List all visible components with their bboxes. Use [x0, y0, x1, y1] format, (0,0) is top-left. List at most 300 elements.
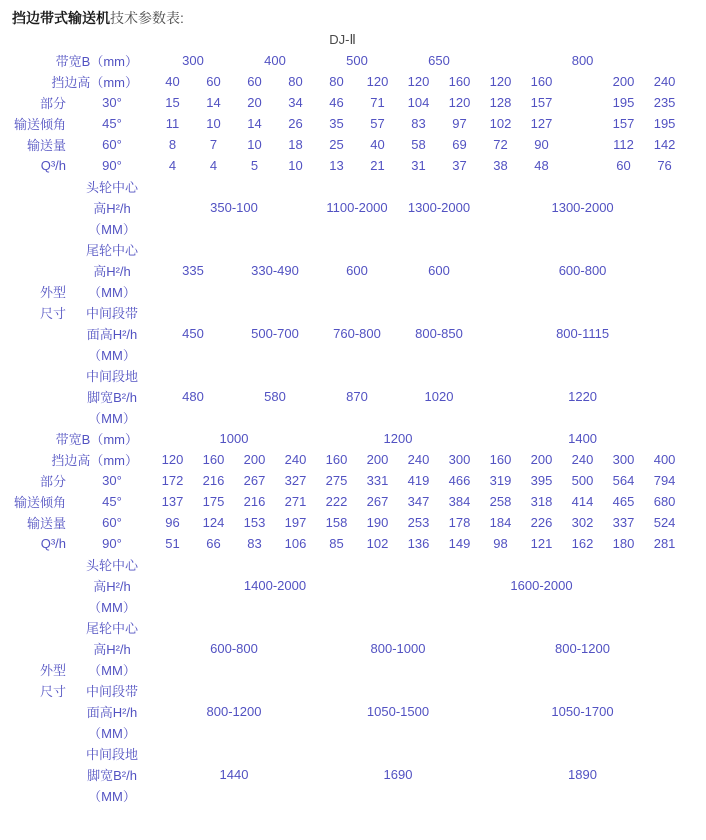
cell-value: 10: [288, 158, 303, 173]
cell-value: 800-1200: [555, 641, 610, 656]
table-row: [0, 533, 685, 554]
cell-value: 21: [370, 158, 385, 173]
cell-value: 83: [411, 116, 426, 131]
cell-value: 57: [370, 116, 385, 131]
row-label-unit: （MM）: [88, 600, 136, 615]
row-label-outline: 外型: [39, 663, 66, 678]
cell-value: 112: [613, 137, 634, 152]
cell-value: 106: [284, 536, 307, 551]
cell-value: 5: [250, 158, 259, 173]
cell-empty: [152, 743, 685, 764]
table-row: [0, 50, 685, 71]
cell-empty: [0, 554, 72, 575]
cell-value: 18: [288, 137, 303, 152]
cell-value: 38: [493, 158, 508, 173]
cell-value: 26: [288, 116, 303, 131]
bandwidth-header: 650: [428, 53, 450, 68]
table-row: [0, 785, 685, 806]
cell-empty: [0, 575, 72, 596]
row-label: Q³/h: [40, 158, 66, 173]
table-row: [0, 29, 685, 50]
row-label: 输送倾角: [13, 495, 66, 510]
cell-empty: [0, 701, 72, 722]
cell-value: 275: [325, 473, 348, 488]
cell-value: 500-700: [251, 326, 299, 341]
cell-empty: [0, 407, 72, 428]
row-label: 高H²/h: [93, 201, 131, 216]
cell-value: 395: [530, 473, 553, 488]
cell-value: 240: [284, 452, 307, 467]
row-label-head-pulley: 头轮中心: [85, 180, 138, 195]
angle-label: 60°: [102, 137, 122, 152]
page: [0, 10, 706, 806]
cell-value: 128: [489, 95, 512, 110]
row-label-unit: （MM）: [88, 789, 136, 804]
cell-empty: [0, 260, 72, 281]
cell-empty: [152, 575, 193, 596]
angle-label: 30°: [102, 95, 122, 110]
cell-value: 60: [247, 74, 262, 89]
table-row: [0, 281, 685, 302]
cell-empty: [0, 344, 72, 365]
cell-value: 98: [493, 536, 508, 551]
cell-value: 1400-2000: [243, 578, 307, 593]
row-label-unit: （MM）: [88, 222, 136, 237]
cell-value: 160: [325, 452, 348, 467]
cell-value: 37: [452, 158, 467, 173]
row-label: 面高H²/h: [86, 705, 138, 720]
cell-value: 104: [407, 95, 430, 110]
cell-value: 20: [247, 95, 262, 110]
table-row: [0, 134, 685, 155]
cell-value: 281: [653, 536, 676, 551]
cell-value: 157: [530, 95, 553, 110]
cell-value: 197: [284, 515, 307, 530]
cell-empty: [275, 764, 357, 785]
cell-empty: [562, 113, 603, 134]
cell-value: 1890: [568, 767, 597, 782]
table-row: [0, 302, 685, 323]
cell-value: 149: [448, 536, 471, 551]
row-label-mid-ground: 中间段地: [85, 369, 138, 384]
cell-empty: [152, 365, 685, 386]
table-row: [0, 764, 685, 785]
cell-value: 337: [612, 515, 635, 530]
bandwidth-header: 500: [346, 53, 368, 68]
row-label: 面高H²/h: [86, 327, 138, 342]
cell-empty: [0, 743, 72, 764]
cell-empty: [562, 71, 603, 92]
table-row: [0, 617, 685, 638]
cell-value: 40: [370, 137, 385, 152]
row-label-head-pulley: 头轮中心: [85, 558, 138, 573]
cell-value: 83: [247, 536, 262, 551]
cell-value: 71: [370, 95, 385, 110]
table-row: [0, 386, 685, 407]
cell-value: 1300-2000: [551, 200, 614, 215]
cell-value: 76: [657, 158, 672, 173]
row-label-bandwidth: 带宽B（mm）: [55, 432, 138, 447]
cell-value: 450: [182, 326, 204, 341]
table-row: [0, 722, 685, 743]
table-row: [0, 659, 685, 680]
cell-empty: [152, 722, 685, 743]
cell-value: 267: [366, 494, 389, 509]
cell-value: 253: [407, 515, 430, 530]
table-row: [0, 491, 685, 512]
angle-label: 45°: [102, 494, 122, 509]
cell-empty: [152, 302, 685, 323]
spec-table: [0, 29, 685, 806]
cell-empty: [0, 239, 72, 260]
cell-value: 580: [264, 389, 286, 404]
cell-value: 7: [209, 137, 218, 152]
cell-value: 13: [329, 158, 344, 173]
cell-value: 31: [411, 158, 426, 173]
table-row: [0, 743, 685, 764]
cell-value: 14: [206, 95, 221, 110]
cell-value: 350-100: [210, 200, 258, 215]
cell-value: 414: [571, 494, 594, 509]
cell-value: 1100-2000: [326, 200, 388, 215]
table-row: [0, 365, 685, 386]
cell-empty: [0, 323, 72, 344]
table-row: [0, 428, 685, 449]
cell-value: 800-850: [415, 326, 463, 341]
cell-empty: [152, 344, 685, 365]
table-row: [0, 113, 685, 134]
cell-value: 60: [206, 74, 221, 89]
cell-value: 97: [452, 116, 467, 131]
row-label-sidewall-height: 挡边高（mm）: [51, 453, 138, 468]
cell-empty: [152, 680, 685, 701]
cell-value: 200: [530, 452, 553, 467]
cell-value: 4: [168, 158, 177, 173]
row-label: 部分: [39, 96, 66, 111]
cell-value: 200: [612, 74, 635, 89]
cell-value: 158: [325, 515, 348, 530]
page-title-product: 挡边带式输送机: [12, 10, 110, 26]
cell-value: 1050-1700: [551, 704, 614, 719]
cell-value: 330-490: [251, 263, 299, 278]
row-label-unit: （MM）: [88, 285, 136, 300]
cell-empty: [562, 155, 603, 176]
model-label: DJ-Ⅱ: [329, 31, 356, 47]
cell-value: 800-1000: [370, 641, 426, 656]
spec-table-body: [0, 29, 685, 806]
table-row: [0, 512, 685, 533]
cell-value: 121: [530, 536, 553, 551]
cell-empty: [0, 197, 72, 218]
cell-value: 300: [448, 452, 471, 467]
cell-value: 120: [448, 95, 471, 110]
cell-value: 318: [530, 494, 553, 509]
row-label-bandwidth: 带宽B（mm）: [55, 54, 138, 69]
cell-empty: [439, 638, 521, 659]
cell-value: 195: [612, 95, 635, 110]
cell-value: 331: [366, 473, 389, 488]
cell-value: 157: [612, 116, 635, 131]
cell-value: 127: [530, 116, 553, 131]
bandwidth-header: 300: [182, 53, 204, 68]
row-label: Q³/h: [40, 536, 66, 551]
bandwidth-header: 1400: [568, 431, 598, 446]
cell-value: 120: [161, 452, 184, 467]
row-label: 输送倾角: [13, 117, 66, 132]
cell-value: 240: [407, 452, 430, 467]
cell-empty: [152, 407, 685, 428]
cell-value: 271: [284, 494, 307, 509]
cell-empty: [275, 638, 357, 659]
angle-label: 30°: [102, 473, 122, 488]
cell-value: 102: [366, 536, 389, 551]
cell-value: 10: [206, 116, 221, 131]
table-row: [0, 596, 685, 617]
angle-label: 90°: [102, 158, 122, 173]
cell-value: 136: [407, 536, 430, 551]
row-label: 脚宽B²/h: [87, 390, 137, 405]
cell-value: 200: [366, 452, 389, 467]
cell-empty: [0, 722, 72, 743]
cell-value: 160: [489, 452, 512, 467]
cell-value: 480: [182, 389, 204, 404]
row-label: 部分: [39, 474, 66, 489]
angle-label: 45°: [102, 116, 122, 131]
cell-value: 384: [448, 494, 471, 509]
cell-empty: [152, 596, 685, 617]
row-label-outline: 外型: [39, 285, 66, 300]
cell-value: 226: [530, 515, 553, 530]
table-row: [0, 449, 685, 470]
cell-empty: [275, 701, 357, 722]
cell-value: 58: [411, 137, 426, 152]
cell-value: 347: [407, 494, 430, 509]
table-row: [0, 155, 685, 176]
cell-empty: [152, 554, 685, 575]
cell-value: 153: [243, 515, 266, 530]
table-row: [0, 470, 685, 491]
cell-empty: [0, 764, 72, 785]
cell-empty: [0, 386, 72, 407]
page-title: [12, 10, 706, 26]
cell-value: 216: [202, 473, 225, 488]
cell-value: 240: [571, 452, 594, 467]
cell-value: 90: [534, 137, 549, 152]
angle-label: 60°: [102, 515, 122, 530]
cell-value: 85: [329, 536, 344, 551]
cell-empty: [0, 365, 72, 386]
row-label-tail-pulley: 尾轮中心: [85, 621, 138, 636]
table-row: [0, 197, 685, 218]
cell-value: 600-800: [210, 641, 258, 656]
cell-value: 600: [346, 263, 368, 278]
table-row: [0, 71, 685, 92]
cell-value: 124: [202, 515, 225, 530]
cell-value: 1050-1500: [366, 704, 430, 719]
cell-value: 96: [165, 515, 180, 530]
cell-value: 235: [653, 95, 676, 110]
cell-value: 760-800: [333, 326, 381, 341]
cell-value: 1440: [219, 767, 249, 782]
cell-empty: [0, 638, 72, 659]
cell-value: 200: [243, 452, 266, 467]
cell-value: 8: [168, 137, 177, 152]
cell-value: 1020: [424, 389, 454, 404]
cell-value: 60: [616, 158, 631, 173]
cell-empty: [0, 785, 72, 806]
cell-value: 466: [448, 473, 471, 488]
cell-value: 258: [489, 494, 512, 509]
cell-empty: [357, 575, 480, 596]
cell-value: 180: [612, 536, 635, 551]
cell-value: 335: [182, 263, 204, 278]
cell-value: 267: [243, 473, 266, 488]
cell-empty: [152, 176, 685, 197]
cell-value: 327: [284, 473, 307, 488]
row-label: 高H²/h: [93, 264, 131, 279]
cell-value: 66: [206, 536, 221, 551]
table-row: [0, 638, 685, 659]
cell-value: 10: [247, 137, 262, 152]
cell-empty: [152, 785, 685, 806]
cell-value: 175: [202, 494, 225, 509]
bandwidth-header: 400: [264, 53, 286, 68]
cell-value: 1220: [568, 389, 598, 404]
cell-empty: [152, 617, 685, 638]
cell-value: 1300-2000: [407, 200, 471, 215]
bandwidth-header: 1000: [219, 431, 249, 446]
cell-value: 102: [489, 116, 512, 131]
bandwidth-header: 800: [571, 53, 594, 68]
row-label: 输送量: [26, 516, 66, 531]
table-row: [0, 92, 685, 113]
row-label-mid-belt: 中间段带: [85, 684, 138, 699]
cell-value: 162: [571, 536, 594, 551]
cell-value: 300: [612, 452, 635, 467]
table-row: [0, 575, 685, 596]
cell-value: 195: [653, 116, 676, 131]
cell-value: 51: [165, 536, 180, 551]
cell-value: 680: [653, 494, 676, 509]
cell-empty: [439, 764, 521, 785]
cell-value: 160: [530, 74, 553, 89]
row-label-tail-pulley: 尾轮中心: [85, 243, 138, 258]
cell-value: 69: [452, 137, 467, 152]
row-label: 高H²/h: [93, 579, 131, 594]
cell-empty: [644, 764, 685, 785]
row-label-sidewall-height: 挡边高（mm）: [51, 75, 138, 90]
cell-value: 800-1115: [556, 326, 610, 341]
cell-value: 11: [165, 116, 180, 131]
table-row: [0, 407, 685, 428]
cell-empty: [562, 134, 603, 155]
cell-value: 1600-2000: [510, 578, 573, 593]
table-row: [0, 554, 685, 575]
row-label-dimension: 尺寸: [39, 306, 66, 321]
cell-value: 137: [161, 494, 184, 509]
cell-value: 184: [489, 515, 512, 530]
cell-value: 302: [571, 515, 594, 530]
cell-value: 34: [288, 95, 303, 110]
cell-value: 4: [209, 158, 218, 173]
cell-value: 600-800: [558, 263, 607, 278]
cell-value: 48: [534, 158, 549, 173]
cell-value: 72: [493, 137, 508, 152]
cell-value: 80: [329, 74, 344, 89]
cell-empty: [439, 701, 521, 722]
row-label-mid-belt: 中间段带: [85, 306, 138, 321]
cell-value: 120: [489, 74, 512, 89]
cell-value: 172: [161, 473, 184, 488]
table-row: [0, 218, 685, 239]
cell-empty: [152, 239, 685, 260]
cell-empty: [0, 218, 72, 239]
cell-value: 190: [366, 515, 389, 530]
cell-empty: [644, 638, 685, 659]
row-label: 高H²/h: [93, 642, 131, 657]
table-row: [0, 239, 685, 260]
cell-empty: [603, 575, 685, 596]
bandwidth-header: 1200: [383, 431, 413, 446]
cell-value: 25: [329, 137, 344, 152]
table-row: [0, 680, 685, 701]
cell-value: 465: [612, 494, 635, 509]
cell-value: 419: [407, 473, 430, 488]
cell-value: 216: [243, 494, 266, 509]
cell-value: 319: [489, 473, 512, 488]
row-label: 脚宽B²/h: [87, 768, 137, 783]
row-label-unit: （MM）: [88, 411, 136, 426]
row-label-unit: （MM）: [88, 726, 136, 741]
cell-value: 500: [571, 473, 594, 488]
cell-value: 80: [288, 74, 303, 89]
cell-value: 870: [346, 389, 368, 404]
cell-value: 46: [329, 95, 344, 110]
cell-value: 15: [165, 95, 180, 110]
cell-value: 142: [653, 137, 676, 152]
cell-empty: [644, 701, 685, 722]
cell-value: 120: [366, 74, 389, 89]
cell-value: 178: [448, 515, 471, 530]
cell-value: 400: [653, 452, 676, 467]
row-label: 输送量: [26, 138, 66, 153]
cell-empty: [152, 218, 685, 239]
cell-value: 160: [202, 452, 225, 467]
cell-value: 240: [653, 74, 676, 89]
table-row: [0, 260, 685, 281]
cell-value: 120: [407, 74, 430, 89]
table-row: [0, 176, 685, 197]
cell-value: 35: [329, 116, 344, 131]
page-title-suffix: 技术参数表:: [110, 10, 184, 26]
row-label-unit: （MM）: [88, 663, 136, 678]
cell-empty: [0, 176, 72, 197]
cell-value: 1690: [383, 767, 413, 782]
cell-value: 564: [612, 473, 635, 488]
cell-value: 794: [653, 473, 676, 488]
cell-empty: [0, 596, 72, 617]
cell-value: 40: [165, 74, 180, 89]
cell-empty: [152, 659, 685, 680]
cell-empty: [0, 617, 72, 638]
cell-value: 14: [247, 116, 262, 131]
row-label-unit: （MM）: [88, 348, 136, 363]
cell-empty: [152, 764, 193, 785]
row-label-mid-ground: 中间段地: [85, 747, 138, 762]
cell-empty: [152, 701, 193, 722]
row-label-dimension: 尺寸: [39, 684, 66, 699]
cell-empty: [562, 92, 603, 113]
